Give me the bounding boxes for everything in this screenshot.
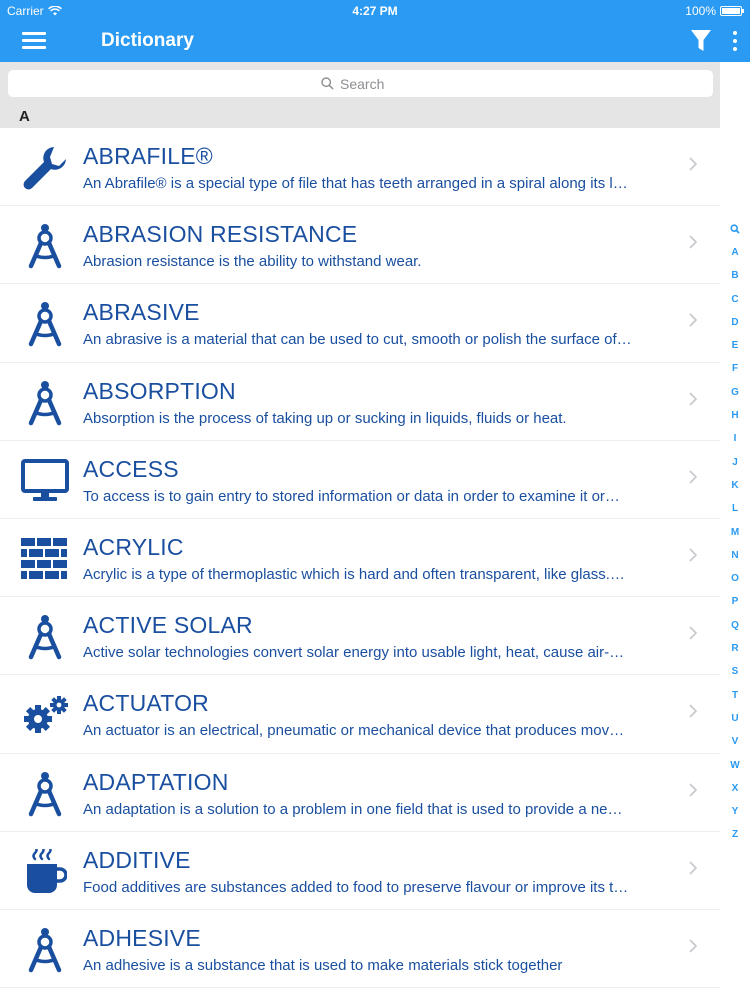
index-letter-f[interactable]: F xyxy=(731,363,739,375)
search-bar-container xyxy=(0,62,720,104)
search-icon xyxy=(321,77,334,90)
top-bar xyxy=(0,0,750,62)
index-search-icon[interactable] xyxy=(730,218,740,241)
index-letter-j[interactable]: J xyxy=(732,456,738,468)
entry-term: ACCESS xyxy=(83,455,179,482)
entry-definition: Acrylic is a type of thermoplastic which is hard and often transparent, like glass.… xyxy=(83,565,625,583)
carrier-label: Carrier xyxy=(7,4,44,18)
compass-icon xyxy=(20,221,70,271)
list-item-1[interactable] xyxy=(0,128,720,206)
list-item-9[interactable] xyxy=(0,754,720,832)
index-letter-z[interactable]: Z xyxy=(731,829,739,841)
mug-icon xyxy=(20,847,70,897)
entry-term: ABSORPTION xyxy=(83,377,236,404)
index-letter-a[interactable]: A xyxy=(731,247,739,258)
index-letter-t[interactable]: T xyxy=(731,689,739,701)
menu-button[interactable] xyxy=(22,32,46,50)
entry-term: ACTUATOR xyxy=(83,690,209,717)
index-letter-w[interactable]: W xyxy=(730,759,740,771)
index-letter-k[interactable]: K xyxy=(731,479,739,491)
dictionary-list xyxy=(0,128,720,1000)
list-item-6[interactable] xyxy=(0,519,720,597)
battery-info xyxy=(685,4,742,18)
battery-icon xyxy=(720,6,742,16)
compass-icon xyxy=(20,378,70,428)
chevron-right-icon xyxy=(688,234,698,250)
entry-term: ACRYLIC xyxy=(83,533,184,560)
entry-definition: An adhesive is a substance that is used to make materials stick together xyxy=(83,956,563,974)
chevron-right-icon xyxy=(688,782,698,798)
index-letter-b[interactable]: B xyxy=(731,270,739,282)
chevron-right-icon xyxy=(688,547,698,563)
wrench-icon xyxy=(20,143,70,193)
list-item-10[interactable] xyxy=(0,832,720,910)
chevron-right-icon xyxy=(688,625,698,641)
entry-definition: To access is to gain entry to stored information or data in order to examine it or… xyxy=(83,487,620,505)
compass-icon xyxy=(20,925,70,975)
index-letter-i[interactable]: I xyxy=(733,433,737,445)
status-time: 4:27 PM xyxy=(352,4,398,18)
more-options-button[interactable] xyxy=(728,29,742,53)
list-item-11[interactable] xyxy=(0,910,720,988)
index-letter-e[interactable]: E xyxy=(731,340,739,352)
monitor-icon xyxy=(20,456,70,506)
entry-definition: Food additives are substances added to food to preserve flavour or improve its t… xyxy=(83,878,629,896)
index-letter-o[interactable]: O xyxy=(731,573,739,585)
entry-term: ABRAFILE® xyxy=(83,143,213,169)
page-title: Dictionary xyxy=(101,30,194,51)
section-header: A xyxy=(0,104,720,128)
entry-term: ABRASION RESISTANCE xyxy=(83,221,358,248)
compass-icon xyxy=(20,612,70,662)
entry-definition: An adaptation is a solution to a problem in one field that is used to provide a ne… xyxy=(83,800,623,818)
entry-definition: Abrasion resistance is the ability to withstand wear. xyxy=(83,253,422,271)
chevron-right-icon xyxy=(688,938,698,954)
index-letter-r[interactable]: R xyxy=(731,643,739,655)
list-item-7[interactable] xyxy=(0,597,720,675)
list-item-5[interactable] xyxy=(0,441,720,519)
chevron-right-icon xyxy=(688,860,698,876)
gears-icon xyxy=(20,690,70,740)
index-letter-d[interactable]: D xyxy=(731,316,739,328)
list-item-2[interactable] xyxy=(0,206,720,284)
bricks-icon xyxy=(20,534,70,584)
search-input[interactable] xyxy=(340,76,400,92)
index-letter-h[interactable]: H xyxy=(731,410,739,422)
index-letter-u[interactable]: U xyxy=(731,712,739,724)
index-letter-x[interactable]: X xyxy=(731,782,739,794)
entry-definition: An abrasive is a material that can be used to cut, smooth or polish the surface of… xyxy=(83,331,632,349)
nav-bar xyxy=(0,22,750,62)
status-bar xyxy=(0,0,750,22)
search-bar[interactable] xyxy=(8,70,713,97)
index-letter-y[interactable]: Y xyxy=(731,806,739,818)
index-letter-s[interactable]: S xyxy=(731,666,739,678)
list-item-4[interactable] xyxy=(0,363,720,441)
chevron-right-icon xyxy=(688,469,698,485)
entry-definition: An Abrafile® is a special type of file that has teeth arranged in a spiral along its l… xyxy=(83,175,628,192)
compass-icon xyxy=(20,299,70,349)
filter-icon[interactable] xyxy=(690,29,712,53)
list-item-3[interactable] xyxy=(0,284,720,362)
alphabet-index[interactable] xyxy=(722,218,748,848)
entry-term: ADAPTATION xyxy=(83,768,229,795)
chevron-right-icon xyxy=(688,391,698,407)
chevron-right-icon xyxy=(688,312,698,328)
chevron-right-icon xyxy=(688,703,698,719)
entry-term: ADHESIVE xyxy=(83,924,201,951)
battery-percent: 100% xyxy=(685,4,716,18)
entry-term: ADDITIVE xyxy=(83,846,191,873)
index-letter-v[interactable]: V xyxy=(731,736,739,748)
entry-definition: Active solar technologies convert solar energy into usable light, heat, cause air-… xyxy=(83,644,625,662)
index-letter-m[interactable]: M xyxy=(730,526,740,538)
index-letter-g[interactable]: G xyxy=(731,386,739,398)
entry-definition: An actuator is an electrical, pneumatic or mechanical device that produces mov… xyxy=(83,722,625,740)
list-item-8[interactable] xyxy=(0,675,720,753)
entry-term: ABRASIVE xyxy=(83,299,200,326)
index-letter-l[interactable]: L xyxy=(731,503,739,515)
index-letter-q[interactable]: Q xyxy=(731,619,739,631)
compass-icon xyxy=(20,769,70,819)
index-letter-n[interactable]: N xyxy=(731,549,739,561)
entry-definition: Absorption is the process of taking up or sucking in liquids, fluids or heat. xyxy=(83,409,567,427)
entry-term: ACTIVE SOLAR xyxy=(83,612,253,639)
index-letter-p[interactable]: P xyxy=(731,596,739,608)
index-letter-c[interactable]: C xyxy=(731,293,739,305)
chevron-right-icon xyxy=(688,156,698,172)
